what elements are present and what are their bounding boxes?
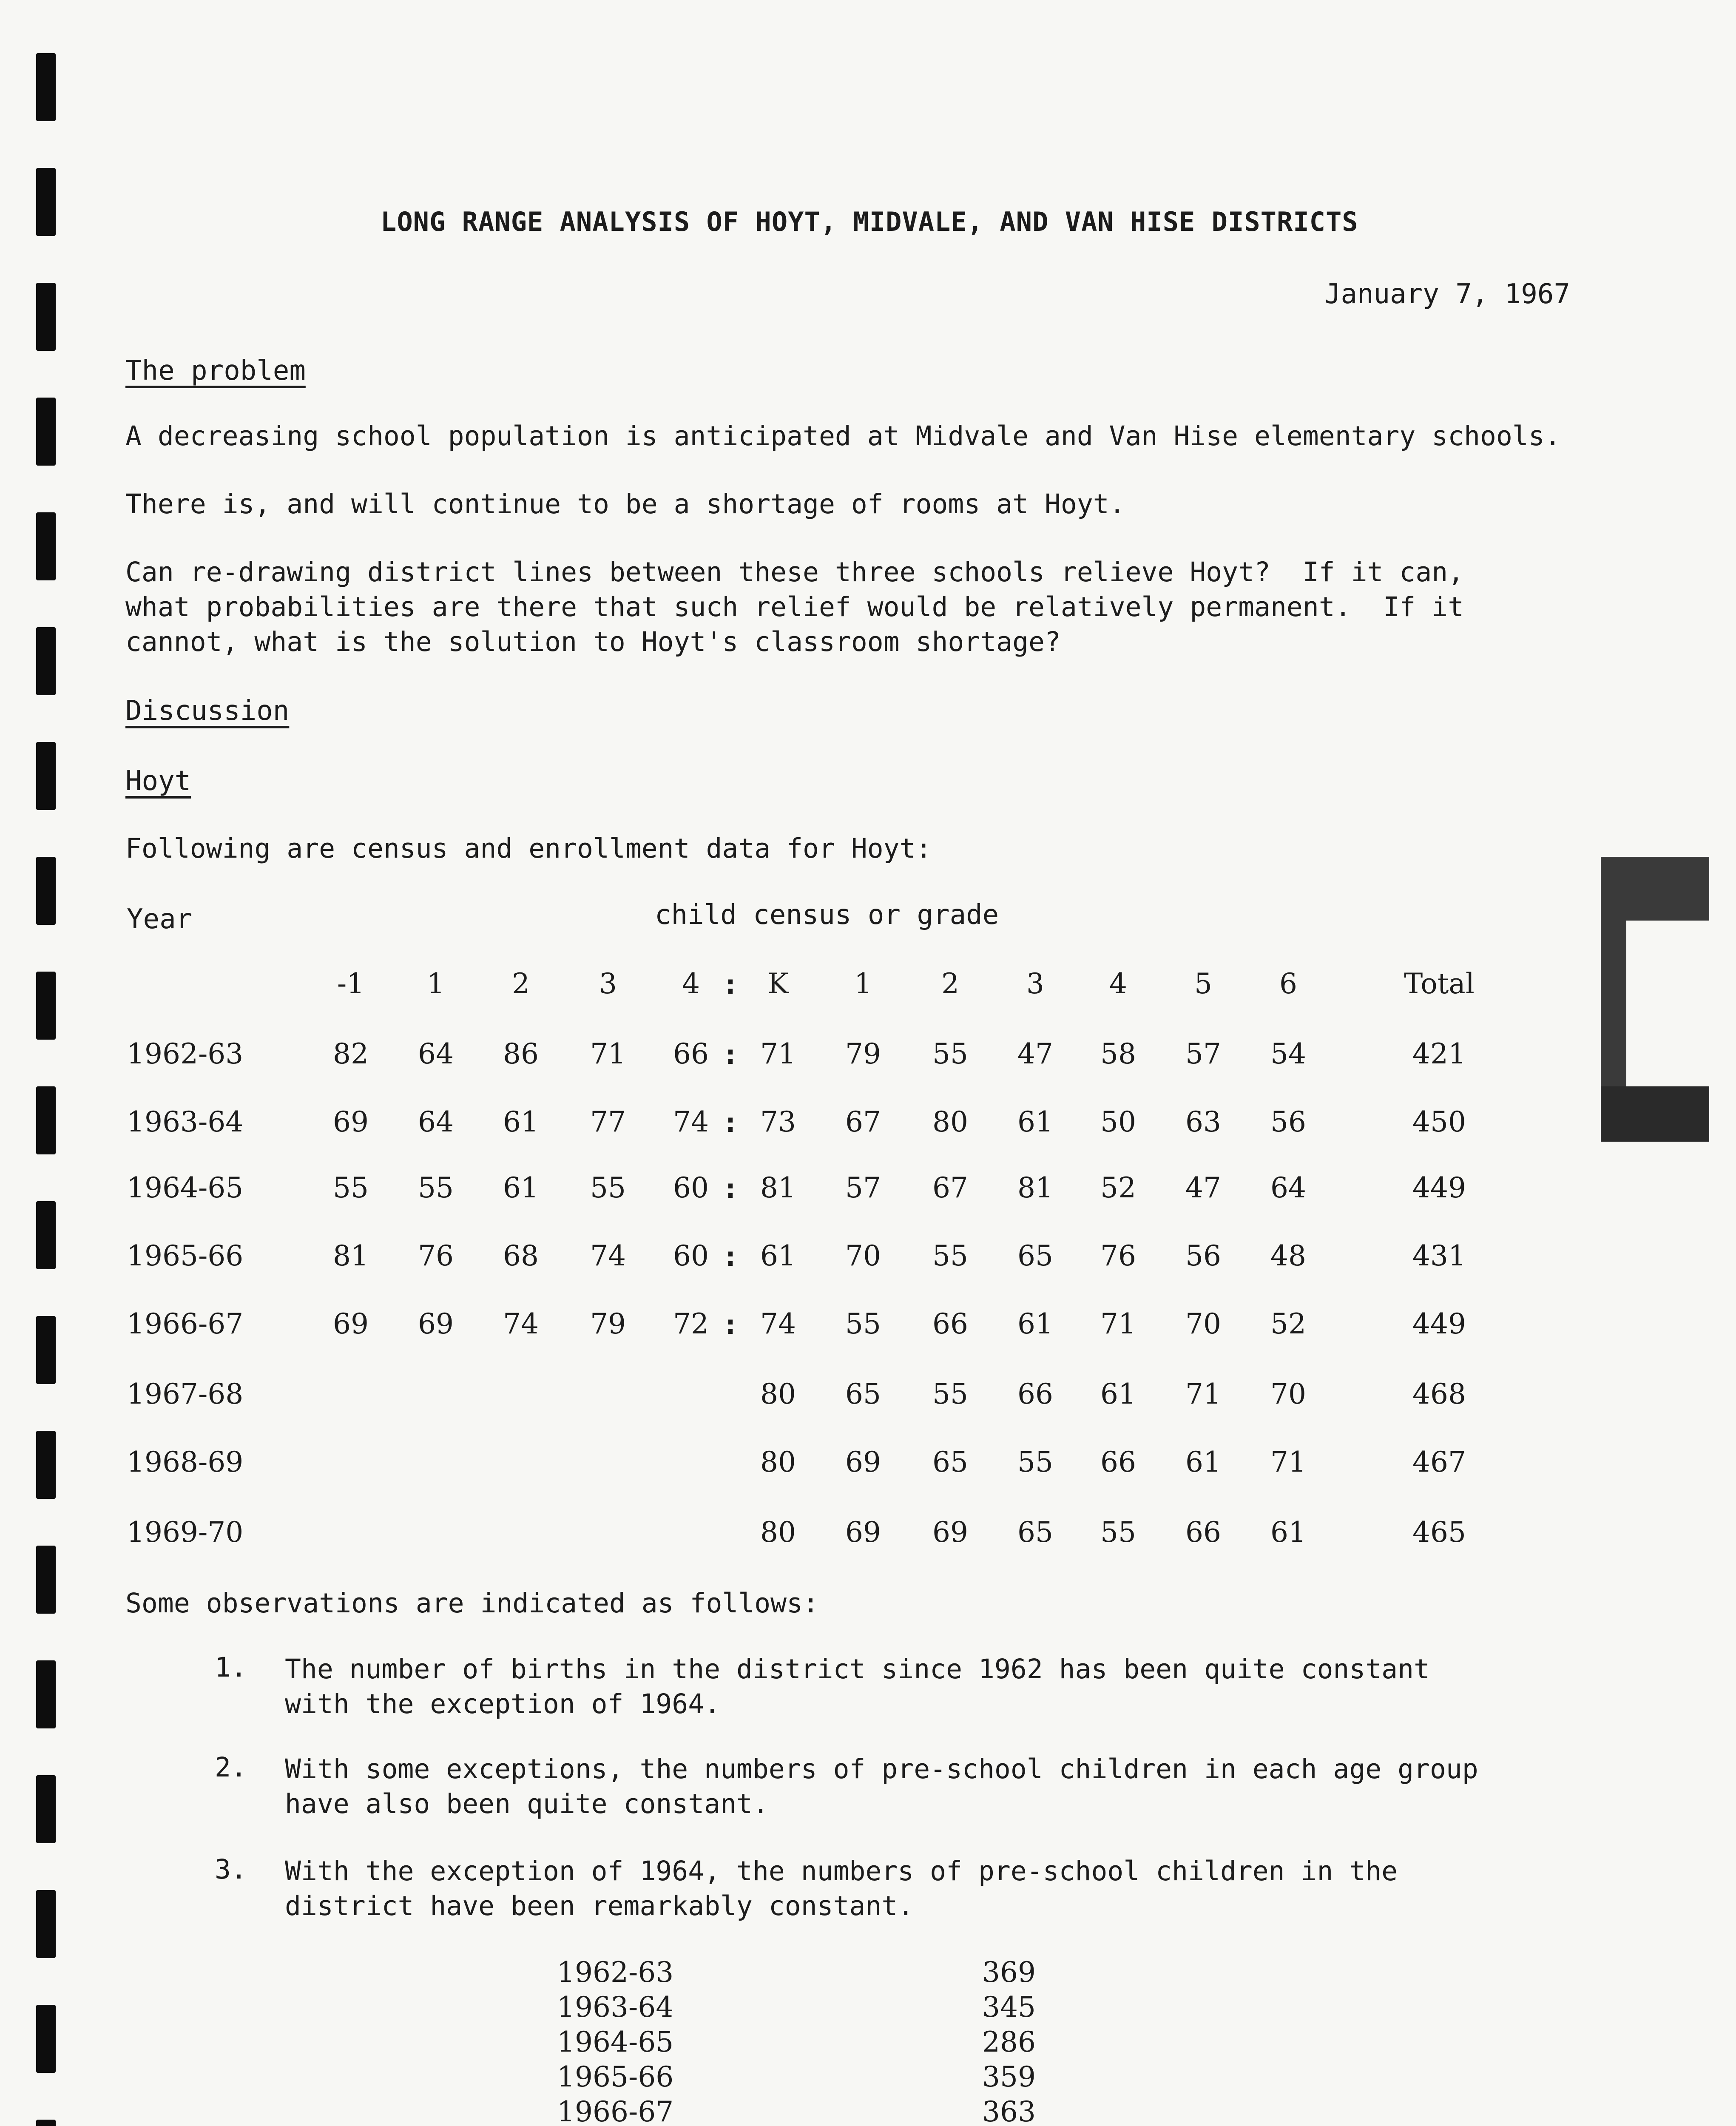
census-enrollment-divider: : — [722, 1107, 739, 1139]
table-cell: 74 — [503, 1307, 539, 1340]
table-cell: 54 — [1270, 1037, 1306, 1070]
problem-paragraph: There is, and will continue to be a shortage of rooms at Hoyt. — [125, 489, 1125, 520]
table-cell: 69 — [845, 1446, 881, 1478]
binder-punch-mark — [36, 283, 56, 351]
table-cell: 69 — [333, 1106, 369, 1138]
table-cell: 65 — [1017, 1516, 1053, 1549]
preschool-year: 1964-65 — [557, 2026, 674, 2058]
table-cell: 55 — [932, 1239, 968, 1272]
table-cell: 71 — [590, 1037, 626, 1070]
table-cell: 71 — [1270, 1446, 1306, 1478]
preschool-count: 345 — [982, 1991, 1036, 2024]
document-title: LONG RANGE ANALYSIS OF HOYT, MIDVALE, AND VAN HISE DISTRICTS — [381, 206, 1358, 237]
table-cell: 77 — [590, 1106, 626, 1138]
census-grade-label: child census or grade — [655, 899, 999, 931]
census-enrollment-divider: : — [722, 1241, 739, 1273]
column-header: 3 — [599, 967, 617, 1000]
table-cell: 80 — [760, 1516, 796, 1549]
table-cell: 50 — [1100, 1106, 1136, 1138]
column-header: -1 — [337, 967, 365, 1000]
table-cell: 64 — [1270, 1171, 1306, 1204]
table-cell: 81 — [1017, 1171, 1053, 1204]
table-cell: 61 — [1185, 1446, 1221, 1478]
row-total: 449 — [1412, 1171, 1466, 1204]
table-cell: 55 — [1100, 1516, 1136, 1549]
binder-punch-mark — [36, 53, 56, 121]
table-cell: 58 — [1100, 1037, 1136, 1070]
table-cell: 61 — [760, 1239, 796, 1272]
binder-punch-mark — [36, 2120, 56, 2126]
observation-text: With some exceptions, the numbers of pre-school children in each age group have also been quite constant. — [285, 1754, 1478, 1819]
column-header: 1 — [854, 967, 872, 1000]
table-cell: 65 — [1017, 1239, 1053, 1272]
table-cell: 64 — [418, 1037, 454, 1070]
observation-number: 1. — [215, 1652, 247, 1683]
table-cell: 65 — [932, 1446, 968, 1478]
preschool-year: 1962-63 — [557, 1956, 674, 1989]
preschool-year: 1963-64 — [557, 1991, 674, 2024]
year-column-label: Year — [127, 904, 193, 935]
binder-punch-mark — [36, 2005, 56, 2073]
column-header: 4 — [1109, 967, 1127, 1000]
observations-intro: Some observations are indicated as follows: — [125, 1588, 819, 1619]
row-year: 1966-67 — [127, 1307, 244, 1340]
table-intro: Following are census and enrollment data for Hoyt: — [125, 833, 932, 864]
problem-heading: The problem — [125, 355, 306, 387]
table-cell: 47 — [1185, 1171, 1221, 1204]
table-cell: 61 — [1100, 1378, 1136, 1410]
preschool-count: 286 — [982, 2026, 1036, 2058]
row-total: 468 — [1412, 1378, 1466, 1410]
binder-punch-mark — [36, 1660, 56, 1728]
table-cell: 74 — [590, 1239, 626, 1272]
discussion-heading: Discussion — [125, 695, 290, 727]
table-cell: 61 — [1270, 1516, 1306, 1549]
table-cell: 61 — [503, 1171, 539, 1204]
table-cell: 80 — [932, 1106, 968, 1138]
table-cell: 74 — [760, 1307, 796, 1340]
table-cell: 80 — [760, 1378, 796, 1410]
binder-punch-mark — [36, 1316, 56, 1384]
table-cell: 60 — [673, 1171, 709, 1204]
table-cell: 69 — [418, 1307, 454, 1340]
row-total: 449 — [1412, 1307, 1466, 1340]
table-cell: 61 — [1017, 1106, 1053, 1138]
document-date: January 7, 1967 — [1324, 279, 1570, 310]
observation-text: With the exception of 1964, the numbers of pre-school children in the district have been remarkably constant. — [285, 1856, 1398, 1921]
row-year: 1965-66 — [127, 1239, 244, 1272]
table-cell: 66 — [1100, 1446, 1136, 1478]
binder-punch-mark — [36, 1431, 56, 1499]
row-total: 421 — [1412, 1037, 1466, 1070]
column-header: 5 — [1194, 967, 1212, 1000]
column-header: K — [767, 967, 789, 1000]
table-cell: 55 — [418, 1171, 454, 1204]
table-cell: 56 — [1270, 1106, 1306, 1138]
binder-punch-mark — [36, 857, 56, 925]
row-total: 431 — [1412, 1239, 1466, 1272]
row-year: 1964-65 — [127, 1171, 244, 1204]
table-cell: 55 — [1017, 1446, 1053, 1478]
column-header: 4 — [682, 967, 700, 1000]
table-cell: 73 — [760, 1106, 796, 1138]
table-cell: 52 — [1100, 1171, 1136, 1204]
table-cell: 63 — [1185, 1106, 1221, 1138]
table-cell: 66 — [932, 1307, 968, 1340]
row-total: 467 — [1412, 1446, 1466, 1478]
column-header: 3 — [1026, 967, 1044, 1000]
census-enrollment-divider: : — [722, 1039, 739, 1071]
binder-punch-mark — [36, 512, 56, 580]
row-year: 1962-63 — [127, 1037, 244, 1070]
table-cell: 65 — [845, 1378, 881, 1410]
table-cell: 81 — [760, 1171, 796, 1204]
row-total: 465 — [1412, 1516, 1466, 1549]
binder-punch-mark — [36, 742, 56, 810]
table-cell: 69 — [333, 1307, 369, 1340]
binder-punch-mark — [36, 1890, 56, 1958]
binder-punch-mark — [36, 1546, 56, 1614]
table-cell: 64 — [418, 1106, 454, 1138]
binder-punch-mark — [36, 168, 56, 236]
row-total: 450 — [1412, 1106, 1466, 1138]
column-header: 6 — [1279, 967, 1297, 1000]
table-cell: 60 — [673, 1239, 709, 1272]
table-cell: 66 — [673, 1037, 709, 1070]
table-cell: 72 — [673, 1307, 709, 1340]
table-cell: 69 — [932, 1516, 968, 1549]
table-cell: 71 — [1185, 1378, 1221, 1410]
preschool-year: 1965-66 — [557, 2061, 674, 2093]
row-year: 1963-64 — [127, 1106, 244, 1138]
observation-number: 2. — [215, 1752, 247, 1783]
column-header: 2 — [512, 967, 530, 1000]
binder-punch-mark — [36, 1775, 56, 1843]
table-cell: 70 — [845, 1239, 881, 1272]
table-cell: 55 — [845, 1307, 881, 1340]
table-cell: 86 — [503, 1037, 539, 1070]
table-cell: 80 — [760, 1446, 796, 1478]
binder-punch-mark — [36, 972, 56, 1040]
row-year: 1969-70 — [127, 1516, 244, 1549]
table-cell: 70 — [1270, 1378, 1306, 1410]
table-cell: 47 — [1017, 1037, 1053, 1070]
preschool-count: 359 — [982, 2061, 1036, 2093]
page-tab-mark — [1601, 857, 1709, 1142]
census-enrollment-divider: : — [722, 1173, 739, 1205]
table-cell: 56 — [1185, 1239, 1221, 1272]
row-year: 1968-69 — [127, 1446, 244, 1478]
binder-punch-mark — [36, 398, 56, 466]
table-cell: 76 — [1100, 1239, 1136, 1272]
observation-number: 3. — [215, 1854, 247, 1885]
binder-punch-mark — [36, 627, 56, 695]
table-cell: 76 — [418, 1239, 454, 1272]
table-cell: 48 — [1270, 1239, 1306, 1272]
table-cell: 66 — [1185, 1516, 1221, 1549]
problem-paragraph: Can re-drawing district lines between these three schools relieve Hoyt? If it can, what probabilities are there that such relief would be relatively permanent. If it cannot, what is the solution to Hoyt's classroom shortage? — [125, 557, 1464, 657]
table-cell: 82 — [333, 1037, 369, 1070]
table-cell: 67 — [845, 1106, 881, 1138]
binder-punch-mark — [36, 1086, 56, 1154]
row-year: 1967-68 — [127, 1378, 244, 1410]
table-cell: 66 — [1017, 1378, 1053, 1410]
column-header: 1 — [427, 967, 445, 1000]
table-cell: 61 — [503, 1106, 539, 1138]
preschool-count: 369 — [982, 1956, 1036, 1989]
hoyt-heading: Hoyt — [125, 765, 191, 797]
table-cell: 52 — [1270, 1307, 1306, 1340]
table-cell: 70 — [1185, 1307, 1221, 1340]
table-cell: 79 — [845, 1037, 881, 1070]
census-enrollment-divider: : — [722, 1309, 739, 1341]
table-cell: 57 — [1185, 1037, 1221, 1070]
table-cell: 79 — [590, 1307, 626, 1340]
table-cell: 55 — [333, 1171, 369, 1204]
census-enrollment-divider: : — [722, 969, 739, 1000]
observation-text: The number of births in the district since 1962 has been quite constant with the exception of 1964. — [285, 1654, 1430, 1720]
table-cell: 55 — [932, 1037, 968, 1070]
table-cell: 71 — [1100, 1307, 1136, 1340]
column-header: Total — [1404, 967, 1475, 1000]
column-header: 2 — [941, 967, 959, 1000]
table-cell: 81 — [333, 1239, 369, 1272]
table-cell: 74 — [673, 1106, 709, 1138]
table-cell: 68 — [503, 1239, 539, 1272]
table-cell: 69 — [845, 1516, 881, 1549]
preschool-count: 363 — [982, 2095, 1036, 2126]
table-cell: 61 — [1017, 1307, 1053, 1340]
problem-paragraph: A decreasing school population is anticipated at Midvale and Van Hise elementary schools. — [125, 421, 1561, 452]
binder-punch-mark — [36, 1201, 56, 1269]
table-cell: 55 — [932, 1378, 968, 1410]
table-cell: 57 — [845, 1171, 881, 1204]
table-cell: 55 — [590, 1171, 626, 1204]
preschool-year: 1966-67 — [557, 2095, 674, 2126]
table-cell: 67 — [932, 1171, 968, 1204]
table-cell: 71 — [760, 1037, 796, 1070]
